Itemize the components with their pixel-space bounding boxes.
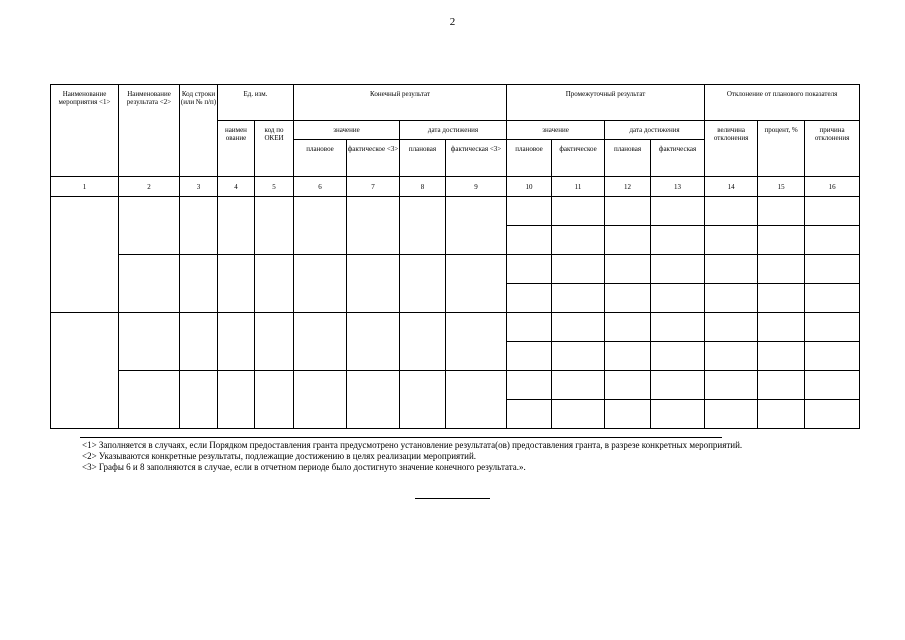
column-numbers-row	[51, 177, 860, 197]
column-number: 9	[446, 177, 507, 197]
result-name-cell[interactable]	[119, 313, 180, 371]
intermediate-actual-date-cell[interactable]	[651, 400, 705, 429]
unit-name-cell[interactable]	[218, 197, 255, 255]
table-row	[51, 197, 860, 226]
okei-code-cell[interactable]	[255, 371, 294, 429]
column-number: 1	[51, 177, 119, 197]
header-final-result: Конечный результат	[294, 85, 507, 121]
event-name-cell[interactable]	[51, 197, 119, 313]
intermediate-planned-value-cell[interactable]	[507, 400, 552, 429]
header-unit: Ед. изм.	[218, 85, 294, 121]
deviation-reason-cell[interactable]	[805, 197, 860, 226]
intermediate-planned-value-cell[interactable]	[507, 284, 552, 313]
footnote-separator	[80, 437, 722, 438]
intermediate-actual-value-cell[interactable]	[552, 197, 605, 226]
final-planned-value-cell[interactable]	[294, 371, 347, 429]
table-row	[51, 255, 860, 284]
column-number: 10	[507, 177, 552, 197]
header-unit-name: наимен ование	[218, 121, 255, 177]
header-intermediate-actual-date: фактическая	[651, 140, 705, 177]
deviation-reason-cell[interactable]	[805, 255, 860, 284]
intermediate-planned-date-cell[interactable]	[605, 284, 651, 313]
final-planned-value-cell[interactable]	[294, 313, 347, 371]
okei-code-cell[interactable]	[255, 197, 294, 255]
deviation-amount-cell[interactable]	[705, 284, 758, 313]
footnotes	[52, 440, 851, 473]
deviation-reason-cell[interactable]	[805, 342, 860, 371]
intermediate-planned-date-cell[interactable]	[605, 255, 651, 284]
document-end-rule	[415, 498, 490, 499]
intermediate-planned-value-cell[interactable]	[507, 371, 552, 400]
header-intermediate-result: Промежуточный результат	[507, 85, 705, 121]
results-report-table	[50, 84, 860, 429]
final-planned-date-cell[interactable]	[400, 255, 446, 313]
header-percent: процент, %	[758, 121, 805, 177]
deviation-amount-cell[interactable]	[705, 197, 758, 226]
line-code-cell[interactable]	[180, 197, 218, 255]
column-number: 11	[552, 177, 605, 197]
header-final-planned-value: плановое	[294, 140, 347, 177]
result-name-cell[interactable]	[119, 197, 180, 255]
percent-cell[interactable]	[758, 255, 805, 284]
percent-cell[interactable]	[758, 371, 805, 400]
line-code-cell[interactable]	[180, 371, 218, 429]
intermediate-actual-date-cell[interactable]	[651, 371, 705, 400]
intermediate-actual-date-cell[interactable]	[651, 284, 705, 313]
deviation-amount-cell[interactable]	[705, 371, 758, 400]
line-code-cell[interactable]	[180, 255, 218, 313]
intermediate-planned-date-cell[interactable]	[605, 400, 651, 429]
deviation-reason-cell[interactable]	[805, 284, 860, 313]
unit-name-cell[interactable]	[218, 255, 255, 313]
line-code-cell[interactable]	[180, 313, 218, 371]
percent-cell[interactable]	[758, 284, 805, 313]
column-number: 7	[347, 177, 400, 197]
header-final-planned-date: плановая	[400, 140, 446, 177]
header-deviation-amount: величина отклонения	[705, 121, 758, 177]
column-number: 15	[758, 177, 805, 197]
deviation-amount-cell[interactable]	[705, 313, 758, 342]
intermediate-planned-date-cell[interactable]	[605, 371, 651, 400]
intermediate-planned-date-cell[interactable]	[605, 197, 651, 226]
intermediate-actual-value-cell[interactable]	[552, 371, 605, 400]
column-number: 12	[605, 177, 651, 197]
deviation-amount-cell[interactable]	[705, 255, 758, 284]
final-actual-value-cell[interactable]	[347, 255, 400, 313]
header-intermediate-date: дата достижения	[605, 121, 705, 140]
intermediate-actual-value-cell[interactable]	[552, 284, 605, 313]
footnote-3: <3> Графы 6 и 8 заполняются в случае, если в отчетном периоде было достигнуто значение конечного результата.».	[82, 462, 526, 472]
table-row	[51, 371, 860, 400]
final-planned-date-cell[interactable]	[400, 313, 446, 371]
event-name-cell[interactable]	[51, 313, 119, 429]
column-number: 3	[180, 177, 218, 197]
header-deviation-reason: причина отклонения	[805, 121, 860, 177]
final-planned-date-cell[interactable]	[400, 197, 446, 255]
final-actual-value-cell[interactable]	[347, 313, 400, 371]
final-actual-value-cell[interactable]	[347, 371, 400, 429]
intermediate-actual-value-cell[interactable]	[552, 313, 605, 342]
header-deviation: Отклонение от планового показателя	[705, 85, 860, 121]
final-actual-date-cell[interactable]	[446, 371, 507, 429]
okei-code-cell[interactable]	[255, 313, 294, 371]
header-intermediate-planned-date: плановая	[605, 140, 651, 177]
column-number: 2	[119, 177, 180, 197]
final-actual-date-cell[interactable]	[446, 313, 507, 371]
final-planned-value-cell[interactable]	[294, 255, 347, 313]
percent-cell[interactable]	[758, 226, 805, 255]
percent-cell[interactable]	[758, 197, 805, 226]
unit-name-cell[interactable]	[218, 371, 255, 429]
deviation-amount-cell[interactable]	[705, 400, 758, 429]
intermediate-planned-date-cell[interactable]	[605, 342, 651, 371]
final-actual-date-cell[interactable]	[446, 197, 507, 255]
column-number: 14	[705, 177, 758, 197]
deviation-reason-cell[interactable]	[805, 313, 860, 342]
unit-name-cell[interactable]	[218, 313, 255, 371]
deviation-amount-cell[interactable]	[705, 226, 758, 255]
header-intermediate-planned-value: плановое	[507, 140, 552, 177]
column-number: 6	[294, 177, 347, 197]
final-planned-date-cell[interactable]	[400, 371, 446, 429]
header-final-actual-date: фактическая <3>	[446, 140, 507, 177]
okei-code-cell[interactable]	[255, 255, 294, 313]
intermediate-planned-value-cell[interactable]	[507, 313, 552, 342]
intermediate-actual-value-cell[interactable]	[552, 255, 605, 284]
final-actual-value-cell[interactable]	[347, 197, 400, 255]
intermediate-actual-value-cell[interactable]	[552, 226, 605, 255]
column-number: 16	[805, 177, 860, 197]
intermediate-actual-date-cell[interactable]	[651, 342, 705, 371]
intermediate-actual-date-cell[interactable]	[651, 197, 705, 226]
final-planned-value-cell[interactable]	[294, 197, 347, 255]
table-row	[51, 313, 860, 342]
intermediate-actual-date-cell[interactable]	[651, 313, 705, 342]
page-number: 2	[449, 16, 456, 28]
intermediate-planned-date-cell[interactable]	[605, 313, 651, 342]
intermediate-planned-value-cell[interactable]	[507, 226, 552, 255]
percent-cell[interactable]	[758, 313, 805, 342]
column-number: 13	[651, 177, 705, 197]
final-actual-date-cell[interactable]	[446, 255, 507, 313]
header-final-value: значение	[294, 121, 400, 140]
column-number: 4	[218, 177, 255, 197]
footnote-1: <1> Заполняется в случаях, если Порядком предоставления гранта предусмотрено установление результата(ов) предоставления гранта, в разрезе конкретных мероприятий.	[82, 440, 743, 450]
header-final-actual-value: фактическое <3>	[347, 140, 400, 177]
intermediate-planned-value-cell[interactable]	[507, 342, 552, 371]
intermediate-actual-date-cell[interactable]	[651, 255, 705, 284]
intermediate-actual-value-cell[interactable]	[552, 400, 605, 429]
deviation-reason-cell[interactable]	[805, 371, 860, 400]
percent-cell[interactable]	[758, 342, 805, 371]
deviation-reason-cell[interactable]	[805, 226, 860, 255]
column-number: 8	[400, 177, 446, 197]
header-result-name: Наименование результата <2>	[119, 85, 180, 177]
column-number: 5	[255, 177, 294, 197]
result-name-cell[interactable]	[119, 371, 180, 429]
header-line-code: Код строки (или № п/п)	[180, 85, 218, 177]
header-event-name: Наименование мероприятия <1>	[51, 85, 119, 177]
deviation-reason-cell[interactable]	[805, 400, 860, 429]
footnote-2: <2> Указываются конкретные результаты, подлежащие достижению в целях реализации мероприятий.	[82, 451, 477, 461]
header-intermediate-value: значение	[507, 121, 605, 140]
intermediate-planned-date-cell[interactable]	[605, 226, 651, 255]
intermediate-actual-date-cell[interactable]	[651, 226, 705, 255]
header-okei-code: код по ОКЕИ	[255, 121, 294, 177]
deviation-amount-cell[interactable]	[705, 342, 758, 371]
header-intermediate-actual-value: фактическое	[552, 140, 605, 177]
result-name-cell[interactable]	[119, 255, 180, 313]
intermediate-planned-value-cell[interactable]	[507, 197, 552, 226]
percent-cell[interactable]	[758, 400, 805, 429]
header-final-date: дата достижения	[400, 121, 507, 140]
intermediate-actual-value-cell[interactable]	[552, 342, 605, 371]
intermediate-planned-value-cell[interactable]	[507, 255, 552, 284]
